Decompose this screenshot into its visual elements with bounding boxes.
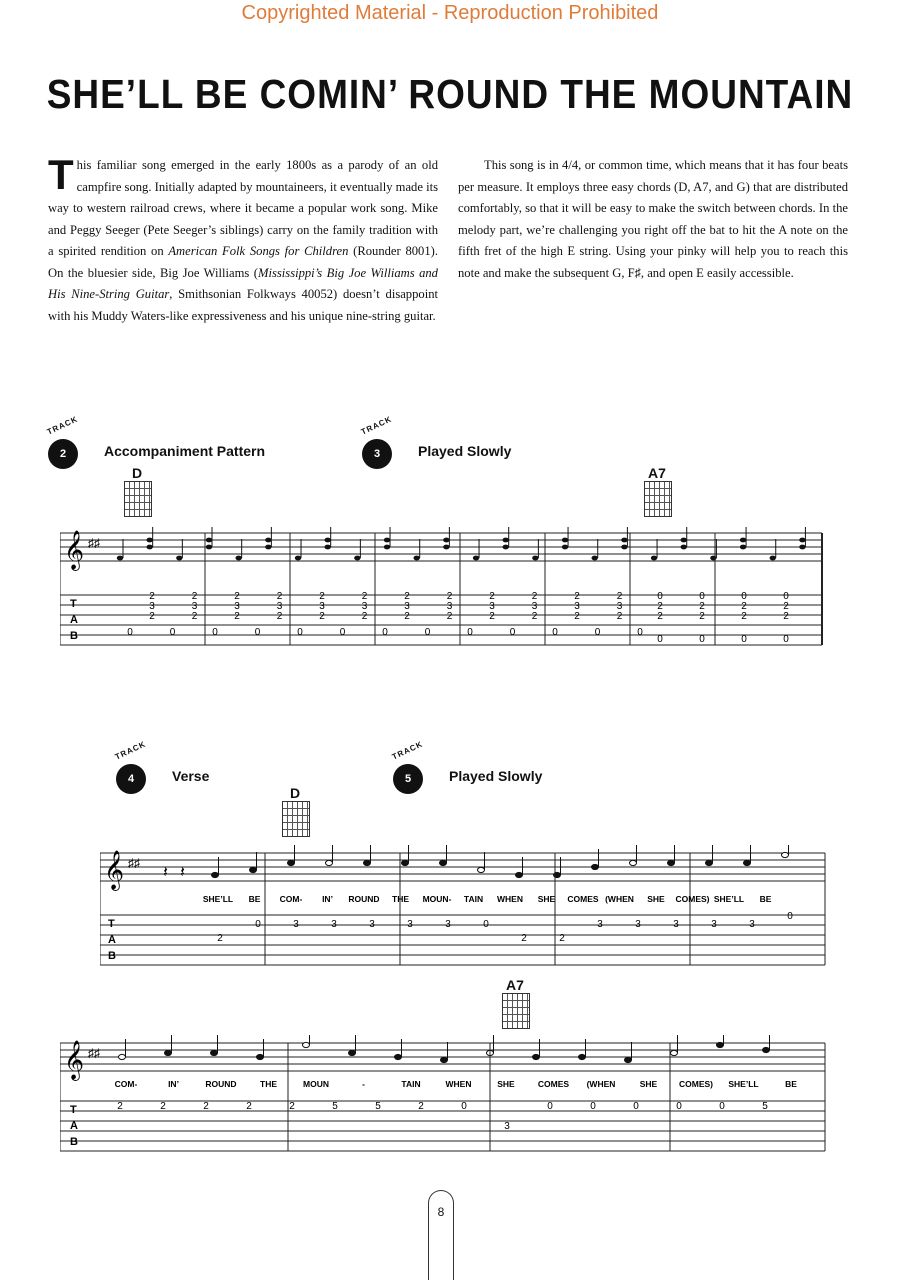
track-number: 2 bbox=[48, 439, 78, 469]
note-head bbox=[326, 860, 333, 865]
lyric-syllable: IN’ bbox=[168, 1079, 179, 1089]
tab-fret: 2 bbox=[531, 591, 538, 602]
note-head bbox=[592, 864, 599, 869]
tab-fret: 3 bbox=[616, 601, 623, 612]
note-head bbox=[532, 556, 538, 561]
music-system-3 bbox=[60, 1035, 830, 1165]
tab-fret: 3 bbox=[407, 919, 413, 930]
tab-fret: 2 bbox=[276, 591, 283, 602]
tab-fret: 2 bbox=[361, 611, 368, 622]
note-head bbox=[354, 556, 360, 561]
note-head bbox=[117, 556, 123, 561]
note-head bbox=[440, 860, 447, 865]
tab-fret: 2 bbox=[699, 601, 705, 612]
note-head bbox=[211, 1050, 218, 1055]
note-head bbox=[706, 860, 713, 865]
lyric-syllable: COMES) bbox=[675, 894, 710, 904]
tab-fret: 2 bbox=[361, 591, 368, 602]
treble-clef: 𝄞 bbox=[64, 531, 85, 569]
tab-fret: 0 bbox=[127, 627, 133, 638]
tab-fret: 0 bbox=[255, 919, 261, 930]
tab-clef-a: A bbox=[108, 934, 116, 946]
lyric-syllable: COMES bbox=[567, 894, 599, 904]
tab-fret: 2 bbox=[446, 591, 453, 602]
tab-fret: 2 bbox=[276, 611, 283, 622]
lyric-syllable: WHEN bbox=[497, 894, 523, 904]
note-head bbox=[146, 545, 152, 550]
tab-fret: 2 bbox=[657, 611, 663, 622]
note-head bbox=[770, 556, 776, 561]
note-head bbox=[250, 867, 257, 872]
chord-grid bbox=[502, 993, 530, 1029]
note-head bbox=[176, 556, 182, 561]
tab-fret: 2 bbox=[160, 1101, 166, 1112]
music-system-1 bbox=[60, 525, 830, 665]
note-head bbox=[235, 556, 241, 561]
note-head bbox=[384, 538, 390, 543]
intro-left-column bbox=[48, 151, 438, 327]
tab-fret: 2 bbox=[489, 591, 495, 602]
tab-fret: 3 bbox=[404, 601, 410, 612]
tab-clef-b: B bbox=[70, 1136, 78, 1148]
tab-fret: 0 bbox=[590, 1101, 596, 1112]
note-head bbox=[621, 538, 627, 543]
tab-fret: 3 bbox=[234, 601, 240, 612]
track-number: 5 bbox=[393, 764, 423, 794]
tab-fret: 0 bbox=[719, 1101, 725, 1112]
note-head bbox=[592, 556, 598, 561]
tab-fret: 0 bbox=[339, 627, 346, 638]
tab-fret: 0 bbox=[254, 627, 261, 638]
note-head bbox=[717, 1042, 724, 1047]
chord-diagram-a7: A7 bbox=[642, 465, 672, 517]
tab-fret: 0 bbox=[676, 1101, 682, 1112]
note-head bbox=[763, 1047, 770, 1052]
note-head bbox=[265, 545, 271, 550]
tab-fret: 0 bbox=[783, 634, 789, 645]
tab-clef-t: T bbox=[70, 1104, 77, 1116]
tab-fret: 3 bbox=[489, 601, 495, 612]
tab-fret: 2 bbox=[489, 611, 495, 622]
tab-fret: 2 bbox=[404, 611, 410, 622]
note-head bbox=[710, 556, 716, 561]
note-head bbox=[473, 556, 479, 561]
tab-clef-t: T bbox=[108, 918, 115, 930]
tab-fret: 3 bbox=[276, 601, 283, 612]
tab-fret: 0 bbox=[699, 634, 705, 645]
tab-fret: 0 bbox=[787, 911, 793, 922]
tab-fret: 0 bbox=[699, 591, 705, 602]
lyric-syllable: TAIN bbox=[463, 894, 484, 904]
tab-fret: 0 bbox=[783, 591, 789, 602]
key-signature: ♯♯ bbox=[88, 536, 100, 550]
note-head bbox=[265, 538, 271, 543]
note-head bbox=[443, 538, 449, 543]
note-head bbox=[799, 538, 805, 543]
tab-fret: 3 bbox=[191, 601, 198, 612]
tab-fret: 0 bbox=[552, 627, 558, 638]
tab-fret: 0 bbox=[741, 591, 747, 602]
note-head bbox=[533, 1054, 540, 1059]
lyric-syllable: TAIN bbox=[401, 1079, 421, 1089]
tab-fret: 2 bbox=[574, 611, 580, 622]
tab-fret: 0 bbox=[657, 634, 663, 645]
tab-fret: 2 bbox=[574, 591, 580, 602]
note-head bbox=[668, 860, 675, 865]
note-head bbox=[324, 538, 330, 543]
tab-fret: 0 bbox=[594, 627, 601, 638]
tab-fret: 2 bbox=[117, 1101, 123, 1112]
tab-fret: 3 bbox=[574, 601, 580, 612]
lyric-syllable: BE bbox=[785, 1079, 797, 1089]
note-head bbox=[740, 545, 746, 550]
tab-fret: 3 bbox=[531, 601, 538, 612]
note-head bbox=[349, 1050, 356, 1055]
music-system-2 bbox=[100, 845, 830, 975]
tab-fret: 3 bbox=[369, 919, 375, 930]
tab-fret: 5 bbox=[375, 1101, 381, 1112]
tab-fret: 3 bbox=[673, 919, 679, 930]
note-head bbox=[212, 872, 219, 877]
tab-fret: 3 bbox=[149, 601, 155, 612]
lyric-syllable: IN’ bbox=[322, 894, 333, 904]
tab-fret: 2 bbox=[217, 933, 223, 944]
note-head bbox=[402, 860, 409, 865]
tab-fret: 0 bbox=[169, 627, 176, 638]
note-head bbox=[384, 545, 390, 550]
tab-fret: 2 bbox=[191, 611, 198, 622]
lyric-syllable: COM- bbox=[279, 894, 303, 904]
note-head bbox=[579, 1054, 586, 1059]
note-head bbox=[621, 545, 627, 550]
tab-fret: 2 bbox=[246, 1101, 252, 1112]
lyric-syllable: THE bbox=[260, 1079, 277, 1089]
note-head bbox=[206, 545, 212, 550]
note-head bbox=[288, 860, 295, 865]
tab-fret: 2 bbox=[783, 601, 789, 612]
intro-text-2: (Rounder 8001). On the bluesier side, Big Joe Williams ( bbox=[48, 244, 438, 280]
track-description: Played Slowly bbox=[418, 443, 512, 459]
key-signature: ♯♯ bbox=[128, 856, 140, 870]
tab-fret: 5 bbox=[332, 1101, 338, 1112]
tab-fret: 3 bbox=[331, 919, 337, 930]
note-head bbox=[681, 538, 687, 543]
intro-text-1: his familiar song emerged in the early 1800s as a parody of an old campfire song. Initially adapted by mountaineers, it eventually made its way to western railroad crews, where it became a popular work song. Mike and Peggy Seeger (Pete Seeger’s siblings) carry on the family tradition with a spirited rendition on bbox=[48, 158, 438, 258]
tab-fret: 3 bbox=[504, 1121, 510, 1132]
tab-fret: 2 bbox=[203, 1101, 209, 1112]
tab-fret: 0 bbox=[297, 627, 303, 638]
lyric-syllable: COMES) bbox=[679, 1079, 713, 1089]
drop-cap: T bbox=[48, 151, 74, 198]
note-head bbox=[744, 860, 751, 865]
tab-fret: 0 bbox=[483, 919, 489, 930]
chord-diagram-a7: A7 bbox=[500, 977, 530, 1029]
lyric-syllable: THE bbox=[392, 894, 409, 904]
album-title-1: American Folk Songs for Children bbox=[168, 244, 349, 258]
tab-fret: 0 bbox=[461, 1101, 467, 1112]
rest-symbol: 𝄽 bbox=[163, 864, 168, 881]
tab-fret: 3 bbox=[711, 919, 717, 930]
page-title: SHE’LL BE COMIN’ ROUND THE MOUNTAIN bbox=[46, 71, 854, 117]
lyric-syllable: - bbox=[362, 1079, 365, 1089]
tab-fret: 3 bbox=[635, 919, 641, 930]
lyric-syllable: BE bbox=[759, 894, 772, 904]
note-head bbox=[625, 1057, 632, 1062]
lyric-syllable: BE bbox=[248, 894, 261, 904]
tab-clef-a: A bbox=[70, 1120, 78, 1132]
track-description: Accompaniment Pattern bbox=[104, 443, 266, 459]
note-head bbox=[562, 538, 568, 543]
tab-fret: 2 bbox=[234, 591, 240, 602]
tab-fret: 0 bbox=[467, 627, 473, 638]
tab-fret: 2 bbox=[446, 611, 453, 622]
tab-fret: 3 bbox=[597, 919, 603, 930]
tab-fret: 2 bbox=[149, 611, 155, 622]
lyric-syllable: WHEN bbox=[445, 1079, 472, 1089]
lyric-syllable: SHE bbox=[537, 894, 556, 904]
lyric-syllable: (WHEN bbox=[586, 1079, 616, 1089]
note-head bbox=[303, 1042, 310, 1047]
rest-symbol: 𝄽 bbox=[180, 864, 185, 881]
tab-fret: 2 bbox=[191, 591, 198, 602]
note-head bbox=[146, 538, 152, 543]
note-head bbox=[441, 1057, 448, 1062]
lyric-syllable: ROUND bbox=[205, 1079, 237, 1089]
tab-fret: 2 bbox=[699, 611, 705, 622]
tab-fret: 2 bbox=[741, 611, 747, 622]
tab-fret: 0 bbox=[657, 591, 663, 602]
note-head bbox=[364, 860, 371, 865]
note-head bbox=[516, 872, 523, 877]
tab-clef-a: A bbox=[70, 614, 78, 626]
note-head bbox=[478, 867, 485, 872]
tab-clef-b: B bbox=[70, 630, 78, 642]
chord-grid bbox=[644, 481, 672, 517]
tab-fret: 2 bbox=[616, 591, 623, 602]
track-description: Verse bbox=[172, 768, 210, 784]
note-head bbox=[651, 556, 657, 561]
lyric-syllable: COMES bbox=[537, 1079, 570, 1089]
note-head bbox=[503, 545, 509, 550]
chord-grid bbox=[282, 801, 310, 837]
intro-text-3: , Smithsonian Folkways 40052) doesn’t disappoint with his Muddy Waters-like expressiveness and his unique nine-string guitar. bbox=[48, 287, 438, 323]
lyric-syllable: SHE’LL bbox=[202, 894, 234, 904]
note-head bbox=[165, 1050, 172, 1055]
tab-clef-t: T bbox=[70, 598, 77, 610]
tab-fret: 0 bbox=[509, 627, 516, 638]
key-signature: ♯♯ bbox=[88, 1046, 100, 1060]
note-head bbox=[395, 1054, 402, 1059]
treble-clef: 𝄞 bbox=[104, 851, 125, 889]
lyric-syllable: MOUN- bbox=[422, 894, 452, 904]
tab-fret: 0 bbox=[633, 1101, 639, 1112]
tab-fret: 2 bbox=[783, 611, 789, 622]
tab-fret: 0 bbox=[382, 627, 388, 638]
lyric-syllable: SHE bbox=[639, 1079, 658, 1089]
note-head bbox=[295, 556, 301, 561]
intro-right-column bbox=[458, 155, 848, 284]
tab-fret: 2 bbox=[616, 611, 623, 622]
note-head bbox=[562, 545, 568, 550]
tab-fret: 3 bbox=[446, 601, 453, 612]
track-description: Played Slowly bbox=[449, 768, 543, 784]
tab-fret: 3 bbox=[293, 919, 299, 930]
tab-fret: 2 bbox=[531, 611, 538, 622]
treble-clef: 𝄞 bbox=[64, 1041, 85, 1079]
note-head bbox=[443, 545, 449, 550]
tab-fret: 0 bbox=[424, 627, 431, 638]
chord-diagram-d: D bbox=[280, 785, 310, 837]
note-head bbox=[119, 1054, 126, 1059]
lyric-syllable: SHE bbox=[497, 1079, 515, 1089]
tab-clef-b: B bbox=[108, 950, 116, 962]
copyright-banner: Copyrighted Material - Reproduction Prohibited bbox=[241, 2, 659, 24]
tab-fret: 3 bbox=[749, 919, 755, 930]
tab-fret: 2 bbox=[418, 1101, 424, 1112]
note-head bbox=[681, 545, 687, 550]
note-head bbox=[257, 1054, 264, 1059]
note-head bbox=[206, 538, 212, 543]
tab-fret: 2 bbox=[404, 591, 410, 602]
tab-fret: 2 bbox=[289, 1101, 295, 1112]
tab-fret: 3 bbox=[445, 919, 451, 930]
track-number: 3 bbox=[362, 439, 392, 469]
track-number: 4 bbox=[116, 764, 146, 794]
tab-fret: 2 bbox=[319, 591, 325, 602]
note-head bbox=[782, 852, 789, 857]
note-head bbox=[671, 1050, 678, 1055]
page-number: 8 bbox=[428, 1190, 454, 1280]
tab-fret: 2 bbox=[521, 933, 527, 944]
note-head bbox=[799, 545, 805, 550]
tab-fret: 0 bbox=[637, 627, 643, 638]
tab-fret: 0 bbox=[741, 634, 747, 645]
note-head bbox=[503, 538, 509, 543]
tab-fret: 2 bbox=[657, 601, 663, 612]
lyric-syllable: (WHEN bbox=[605, 894, 634, 904]
lyric-syllable: SHE’LL bbox=[728, 1079, 759, 1089]
tab-fret: 2 bbox=[559, 933, 565, 944]
note-head bbox=[414, 556, 420, 561]
tab-fret: 3 bbox=[361, 601, 368, 612]
intro-right-text: This song is in 4/4, or common time, which means that it has four beats per measure. It employs three easy chords (D, A7, and G) that are distributed comfortably, so that it will be easy to make the switch between chords. In the melody part, we’re challenging you right off the bat to hit the A note on the fifth fret of the high E string. Using your pinky will help you to reach this note and make the subsequent G, F♯, and open E easily accessible. bbox=[458, 158, 848, 280]
note-head bbox=[324, 545, 330, 550]
tab-fret: 5 bbox=[762, 1101, 768, 1112]
lyric-syllable: SHE bbox=[647, 894, 665, 904]
note-head bbox=[740, 538, 746, 543]
tab-fret: 2 bbox=[741, 601, 747, 612]
note-head bbox=[630, 860, 637, 865]
tab-fret: 0 bbox=[547, 1101, 553, 1112]
tab-fret: 0 bbox=[212, 627, 218, 638]
tab-fret: 2 bbox=[319, 611, 325, 622]
album-title-2: Mississippi’s Big Joe Williams and His Nine-String Guitar bbox=[48, 265, 438, 301]
lyric-syllable: COM- bbox=[114, 1079, 138, 1089]
lyric-syllable: SHE’LL bbox=[713, 894, 745, 904]
lyric-syllable: ROUND bbox=[348, 894, 380, 904]
tab-fret: 2 bbox=[149, 591, 155, 602]
chord-diagram-d: D bbox=[122, 465, 152, 517]
lyric-syllable: MOUN bbox=[303, 1079, 329, 1089]
tab-fret: 3 bbox=[319, 601, 325, 612]
chord-grid bbox=[124, 481, 152, 517]
tab-fret: 2 bbox=[234, 611, 240, 622]
